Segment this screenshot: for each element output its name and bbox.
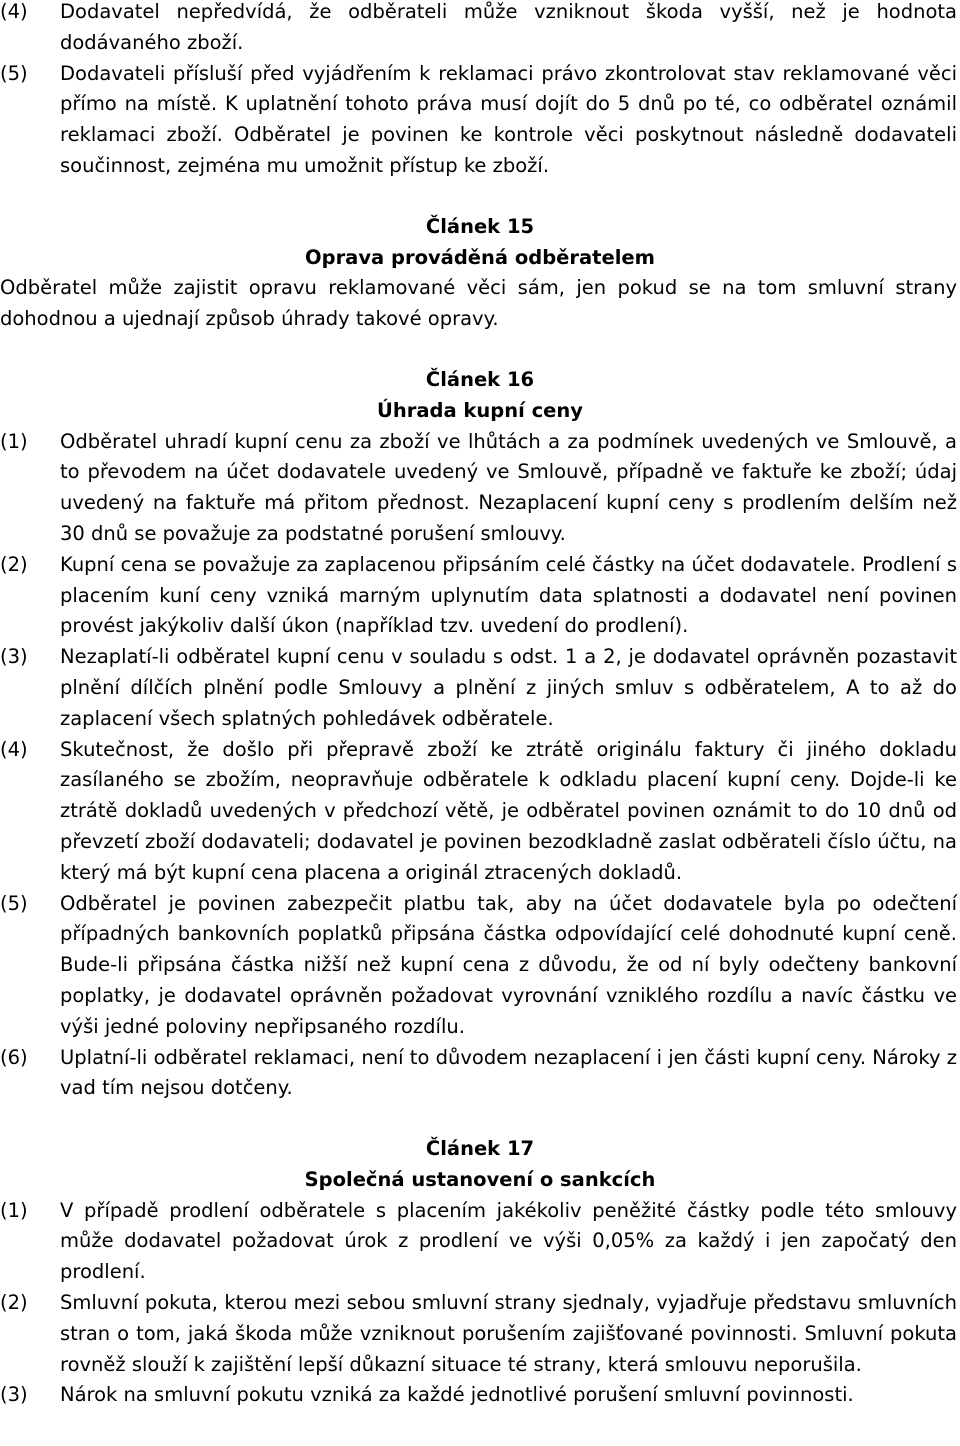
- article-title: Společná ustanovení o sankcích: [304, 1167, 656, 1191]
- item-text: Uplatní-li odběratel reklamaci, není to důvodem nezaplacení i jen části kupní ceny. Nároky z vad tím nejsou dotčeny.: [60, 1045, 957, 1100]
- item-number: (4): [0, 0, 28, 23]
- item-text: Odběratel uhradí kupní cenu za zboží ve lhůtách a za podmínek uvedených ve Smlouvě, a to převodem na účet dodavatele uvedený ve Smlouvě, případně ve faktuře ke zboží; údaj uvedený na faktuře má přitom přednost. Nezaplacení kupní ceny s prodlením delším než 30 dnů se považuje za podstatné porušení smlouvy.: [60, 429, 957, 545]
- item-number: (1): [0, 429, 28, 453]
- list-item: [0, 642, 960, 734]
- item-text: Skutečnost, že došlo při přepravě zboží ke ztrátě originálu faktury či jiného dokladu zasílaného se zbožím, neopravňuje odběratele k odkladu placení kupní ceny. Dojde-li ke ztrátě dokladů uvedených v předchozí větě, je odběratel povinen oznámit to do 10 dnů od převzetí zboží dodavateli; dodavatel je povinen bezodkladně zaslat odběrateli číslo účtu, na který má být kupní cena placena a originál ztracených dokladů.: [60, 737, 957, 884]
- article-number: Článek 16: [425, 367, 535, 391]
- list-item: [0, 550, 960, 642]
- item-text: Nárok na smluvní pokutu vzniká za každé jednotlivé porušení smluvní povinnosti.: [60, 1383, 854, 1407]
- list-item: [0, 735, 960, 889]
- item-number: (2): [0, 1291, 28, 1315]
- item-text: V případě prodlení odběratele s placením jakékoliv peněžité částky podle této smlouvy může dodavatel požadovat úrok z prodlení ve výši 0,05% za každý i jen započatý den prodlení.: [60, 1198, 957, 1284]
- article-number: Článek 17: [425, 1137, 535, 1161]
- item-text: Odběratel je povinen zabezpečit platbu tak, aby na účet dodavatele byla po odečtení případných bankovních poplatků připsána částka odpovídající celé dohodnuté kupní ceně. Bude-li připsána částka nižší než kupní cena z důvodu, že od ní byly odečteny bankovní poplatky, je dodavatel oprávněn požadovat vyrovnání vzniklého rozdílu a navíc částku ve výši jedné poloviny nepřipsaného rozdílu.: [60, 891, 957, 1038]
- item-text: Smluvní pokuta, kterou mezi sebou smluvní strany sjednaly, vyjadřuje představu smluvních stran o tom, jaká škoda může vzniknout porušením zajišťované povinnosti. Smluvní pokuta rovněž slouží k zajištění lepší důkazní situace té strany, která smlouvu neporušila.: [60, 1291, 957, 1376]
- article-15: [0, 212, 960, 335]
- list-item: [0, 427, 960, 550]
- top-section: [0, 0, 960, 182]
- list-item: [0, 1196, 960, 1288]
- list-item: [0, 1043, 960, 1105]
- item-text: Dodavateli přísluší před vyjádřením k reklamaci právo zkontrolovat stav reklamované věci přímo na místě. K uplatnění tohoto práva musí dojít do 5 dnů po té, co odběratel oznámil reklamaci zboží. Odběratel je povinen ke kontrole věci poskytnout následně dodavateli součinnost, zejména mu umožnit přístup ke zboží.: [60, 61, 957, 177]
- list-item: [0, 59, 960, 182]
- item-number: (5): [0, 61, 28, 85]
- article-number: Článek 15: [425, 214, 535, 238]
- list-item: [0, 889, 960, 1043]
- item-text: Kupní cena se považuje za zaplacenou připsáním celé částky na účet dodavatele. Prodlení s placením kuní ceny vzniká marným uplynutím data splatnosti a dodavatel není povinen provést jakýkoliv další úkon (například tzv. uvedení do prodlení).: [60, 552, 957, 638]
- item-text: Dodavatel nepředvídá, že odběrateli může vzniknout škoda vyšší, než je hodnota dodávaného zboží.: [60, 0, 957, 54]
- article-text: Odběratel může zajistit opravu reklamované věci sám, jen pokud se na tom smluvní strany dohodnou a ujednají způsob úhrady takové opravy.: [0, 276, 957, 331]
- item-number: (2): [0, 552, 28, 576]
- item-number: (5): [0, 891, 28, 915]
- article-17: [0, 1134, 960, 1411]
- article-16: [0, 365, 960, 1104]
- item-number: (3): [0, 645, 28, 669]
- item-number: (1): [0, 1198, 28, 1222]
- list-item: [0, 0, 960, 59]
- list-item: [0, 1288, 960, 1380]
- item-number: (3): [0, 1383, 28, 1407]
- list-item: [0, 1380, 960, 1411]
- item-number: (6): [0, 1045, 28, 1069]
- article-title: Úhrada kupní ceny: [377, 398, 583, 422]
- article-title: Oprava prováděná odběratelem: [305, 245, 655, 269]
- item-number: (4): [0, 737, 28, 761]
- item-text: Nezaplatí-li odběratel kupní cenu v souladu s odst. 1 a 2, je dodavatel oprávněn pozastavit plnění dílčích plnění podle Smlouvy a plnění z jiných smluv s odběratelem, A to až do zaplacení všech splatných pohledávek odběratele.: [60, 645, 957, 730]
